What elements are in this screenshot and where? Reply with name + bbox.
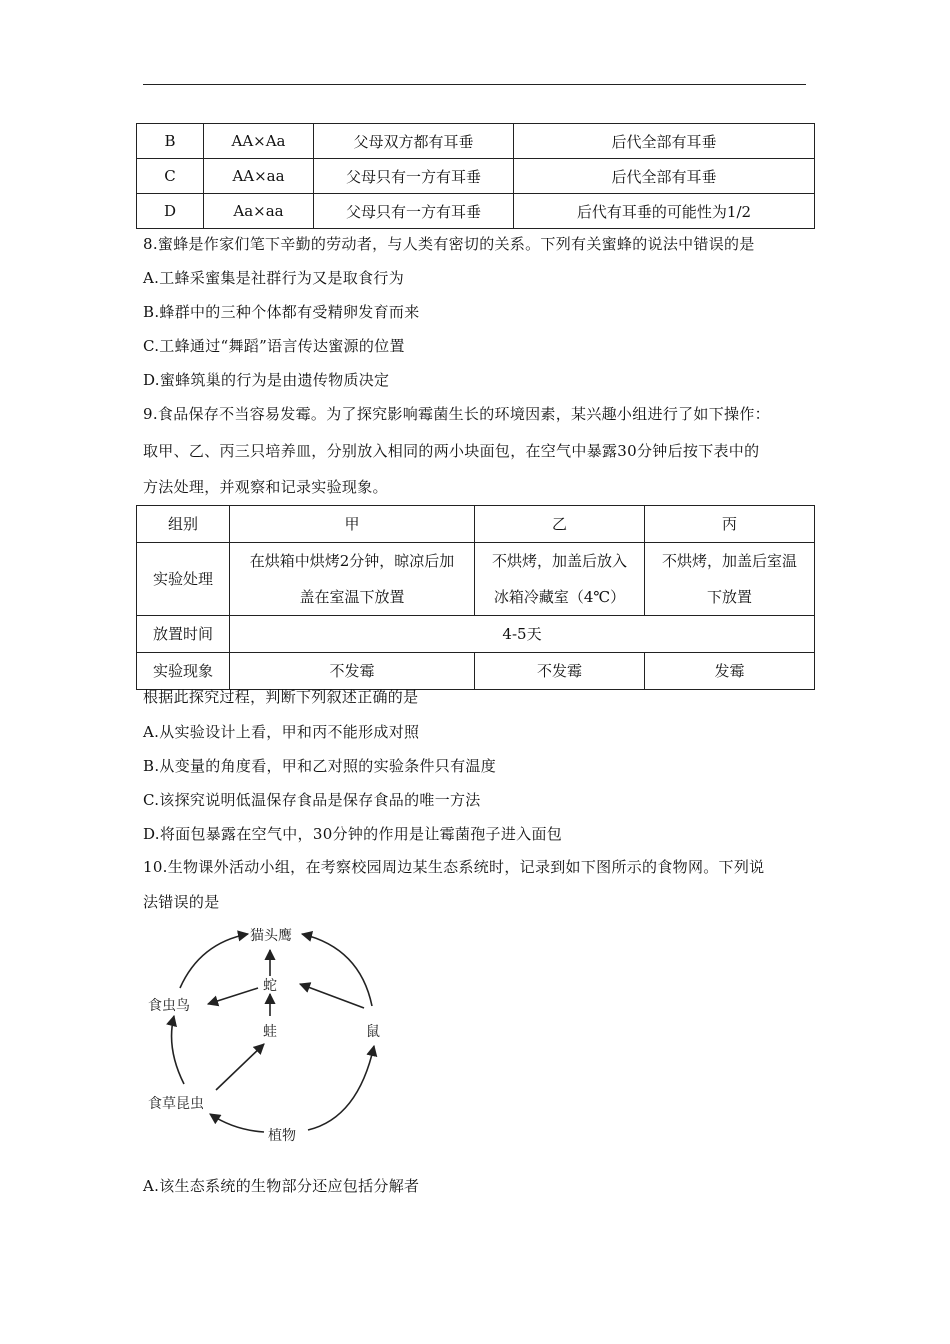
- genetics-table: [136, 123, 815, 229]
- cell-line: 下放置: [706, 588, 752, 606]
- arrow-mouse-to-owl: [302, 934, 372, 1006]
- food-web-diagram: [140, 918, 400, 1150]
- result-yi-cell: 不发霉: [475, 653, 645, 690]
- arrow-insect-to-bird: [172, 1016, 184, 1084]
- q8-option-d: D.蜜蜂筑巢的行为是由遗传物质决定: [143, 371, 390, 389]
- bird-label: 食虫鸟: [148, 998, 190, 1014]
- header-rule: [143, 84, 806, 85]
- arrow-mouse-to-snake: [300, 984, 364, 1008]
- option-cell: B: [137, 124, 204, 159]
- q9-option-b: B.从变量的角度看，甲和乙对照的实验条件只有温度: [143, 757, 496, 775]
- cell-line: 不烘烤，加盖后放入: [491, 552, 627, 570]
- experiment-table: [136, 505, 815, 690]
- option-cell: C: [137, 159, 204, 194]
- row-label-cell: 放置时间: [137, 616, 230, 653]
- arrow-insect-to-frog: [216, 1044, 264, 1090]
- row-label-cell: 实验现象: [137, 653, 230, 690]
- arrow-plant-to-insect: [210, 1114, 264, 1132]
- q10-stem-line1: 10.生物课外活动小组，在考察校园周边某生态系统时，记录到如下图所示的食物网。下列说: [143, 858, 765, 876]
- q8-option-c: C.工蜂通过“舞蹈”语言传达蜜源的位置: [143, 337, 405, 355]
- table-row: [137, 506, 815, 543]
- owl-label: 猫头鹰: [250, 928, 292, 944]
- q10-stem-line2: 法错误的是: [143, 893, 220, 911]
- frog-label: 蛙: [263, 1024, 277, 1040]
- offspring-cell: 后代全部有耳垂: [514, 159, 815, 194]
- q9-stem-line3: 方法处理，并观察和记录实验现象。: [143, 478, 388, 496]
- table-row: [137, 653, 815, 690]
- q9-option-d: D.将面包暴露在空气中，30分钟的作用是让霉菌孢子进入面包: [143, 825, 563, 843]
- q9-option-c: C.该探究说明低温保存食品是保存食品的唯一方法: [143, 791, 481, 809]
- offspring-cell: 后代全部有耳垂: [514, 124, 815, 159]
- snake-label: 蛇: [263, 978, 277, 994]
- q8-option-a: A.工蜂采蜜集是社群行为又是取食行为: [143, 269, 405, 287]
- arrow-plant-to-mouse: [308, 1046, 374, 1130]
- table-row: [137, 159, 815, 194]
- q9-stem-line2: 取甲、乙、丙三只培养皿，分别放入相同的两小块面包，在空气中暴露30分钟后按下表中的: [143, 442, 760, 460]
- table-row: [137, 616, 815, 653]
- header-cell: 组别: [137, 506, 230, 543]
- option-cell: D: [137, 194, 204, 229]
- plant-label: 植物: [268, 1128, 296, 1144]
- table-row: [137, 194, 815, 229]
- parents-cell: 父母双方都有耳垂: [314, 124, 514, 159]
- treatment-yi-cell: [475, 543, 645, 616]
- insect-label: 食草昆虫: [148, 1096, 204, 1112]
- cell-line: 在烘箱中烘烤2分钟，晾凉后加: [249, 552, 455, 570]
- cell-line: 盖在室温下放置: [299, 588, 405, 606]
- q8-option-b: B.蜂群中的三种个体都有受精卵发育而来: [143, 303, 420, 321]
- header-cell: 甲: [230, 506, 475, 543]
- cross-cell: AA×aa: [204, 159, 314, 194]
- q9-stem-line1: 9.食品保存不当容易发霉。为了探究影响霉菌生长的环境因素，某兴趣小组进行了如下操作：: [143, 405, 770, 423]
- parents-cell: 父母只有一方有耳垂: [314, 159, 514, 194]
- cross-cell: AA×Aa: [204, 124, 314, 159]
- row-label-cell: 实验处理: [137, 543, 230, 616]
- header-cell: 乙: [475, 506, 645, 543]
- treatment-bing-cell: [645, 543, 815, 616]
- table-row: [137, 543, 815, 616]
- q10-option-a: A.该生态系统的生物部分还应包括分解者: [143, 1177, 420, 1195]
- cross-cell: Aa×aa: [204, 194, 314, 229]
- q8-stem: 8.蜜蜂是作家们笔下辛勤的劳动者，与人类有密切的关系。下列有关蜜蜂的说法中错误的是: [143, 235, 755, 253]
- cell-line: 不烘烤，加盖后室温: [661, 552, 797, 570]
- offspring-cell: 后代有耳垂的可能性为1/2: [514, 194, 815, 229]
- table-row: [137, 124, 815, 159]
- result-bing-cell: 发霉: [645, 653, 815, 690]
- q9-ask: 根据此探究过程，判断下列叙述正确的是: [143, 688, 419, 706]
- treatment-jia-cell: [230, 543, 475, 616]
- arrow-bird-to-owl: [180, 934, 248, 988]
- time-cell: 4-5天: [230, 616, 815, 653]
- result-jia-cell: 不发霉: [230, 653, 475, 690]
- arrow-frog-to-bird: [208, 988, 258, 1004]
- q9-option-a: A.从实验设计上看，甲和丙不能形成对照: [143, 723, 420, 741]
- parents-cell: 父母只有一方有耳垂: [314, 194, 514, 229]
- header-cell: 丙: [645, 506, 815, 543]
- cell-line: 冰箱冷藏室（4℃）: [493, 588, 626, 606]
- mouse-label: 鼠: [366, 1024, 380, 1040]
